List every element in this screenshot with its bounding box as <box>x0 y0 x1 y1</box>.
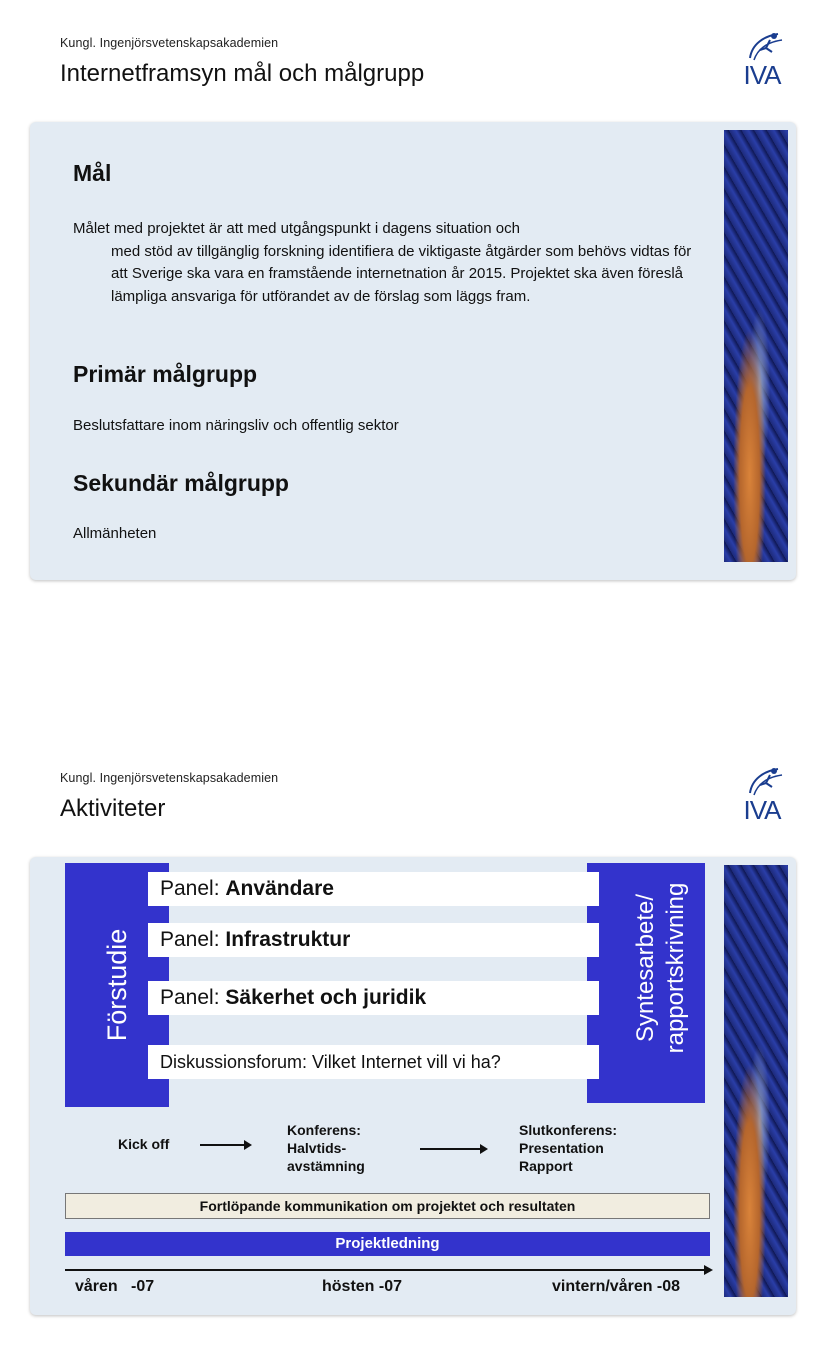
goal-rest: med stöd av tillgänglig forskning identifiera de viktigaste åtgärder som behövs vidtas för att Sverige ska vara en framstående internetnation år 2015. Projektet ska även föreslå lämpliga ansvariga för utförandet av de förslag som läggs fram. <box>111 242 692 305</box>
goal-paragraph <box>73 218 693 308</box>
content-panel <box>30 122 796 580</box>
stage-kickoff: Kick off <box>118 1136 170 1152</box>
organization-name: Kungl. Ingenjörsvetenskapsakademien <box>60 771 279 785</box>
timeline-arrow <box>65 1269 705 1271</box>
stage3-line2: Presentation <box>519 1140 604 1156</box>
stage2-line3: avstämning <box>287 1158 365 1174</box>
stage2-line1: Konferens: <box>287 1122 361 1138</box>
slide-title: Internetframsyn mål och målgrupp <box>60 60 425 87</box>
goal-first-line: Målet med projektet är att med utgångspunkt i dagens situation och <box>73 220 520 237</box>
panel-name: Säkerhet och juridik <box>225 986 427 1009</box>
arrow-1 <box>200 1144 250 1146</box>
iva-logo <box>734 765 794 825</box>
panel-name: Infrastruktur <box>225 928 351 951</box>
stage3-line3: Rapport <box>519 1158 573 1174</box>
decorative-photo-strip <box>724 130 788 562</box>
secondary-target-text: Allmänheten <box>73 525 157 542</box>
logo-text: IVA <box>743 60 781 90</box>
slide-activities <box>0 735 827 1335</box>
discussion-forum-bar: Diskussionsforum: Vilket Internet vill vi ha? <box>148 1045 599 1079</box>
stage3-line1: Slutkonferens: <box>519 1122 618 1138</box>
panel-bar-security-law <box>148 981 599 1015</box>
panel-prefix: Panel: <box>160 928 226 951</box>
iva-logo-figure-icon <box>744 30 786 64</box>
primary-target-text: Beslutsfattare inom näringsliv och offentlig sektor <box>73 417 399 434</box>
panel-bar-users <box>148 872 599 906</box>
stage-final-conference <box>519 1121 617 1175</box>
project-management-bar: Projektledning <box>65 1232 710 1256</box>
prestudy-label: Förstudie <box>102 928 132 1042</box>
timeline-end: vintern/våren -08 <box>552 1278 681 1295</box>
communication-bar: Fortlöpande kommunikation om projektet och resultaten <box>65 1193 710 1219</box>
stage-midterm-conference <box>287 1121 365 1175</box>
stage2-line2: Halvtids- <box>287 1140 347 1156</box>
heading-secondary-target: Sekundär målgrupp <box>73 470 289 496</box>
decorative-photo-strip <box>724 865 788 1297</box>
timeline-start: våren -07 <box>75 1278 155 1295</box>
organization-name: Kungl. Ingenjörsvetenskapsakademien <box>60 36 279 50</box>
iva-logo <box>734 30 794 90</box>
synthesis-label-line2: rapportskrivning <box>662 882 689 1054</box>
panel-name: Användare <box>225 877 334 900</box>
panel-prefix: Panel: <box>160 986 226 1009</box>
heading-goal: Mål <box>73 160 112 186</box>
iva-logo-figure-icon <box>744 765 786 799</box>
panel-prefix: Panel: <box>160 877 226 900</box>
slide-goals <box>0 0 827 600</box>
arrow-2 <box>420 1148 486 1150</box>
panel-bar-infrastructure <box>148 923 599 957</box>
heading-primary-target: Primär målgrupp <box>73 361 258 387</box>
logo-text: IVA <box>743 795 781 825</box>
slide-title: Aktiviteter <box>60 795 166 822</box>
timeline-mid: hösten -07 <box>322 1278 403 1295</box>
synthesis-label-line1: Syntesarbete/ <box>632 893 659 1043</box>
